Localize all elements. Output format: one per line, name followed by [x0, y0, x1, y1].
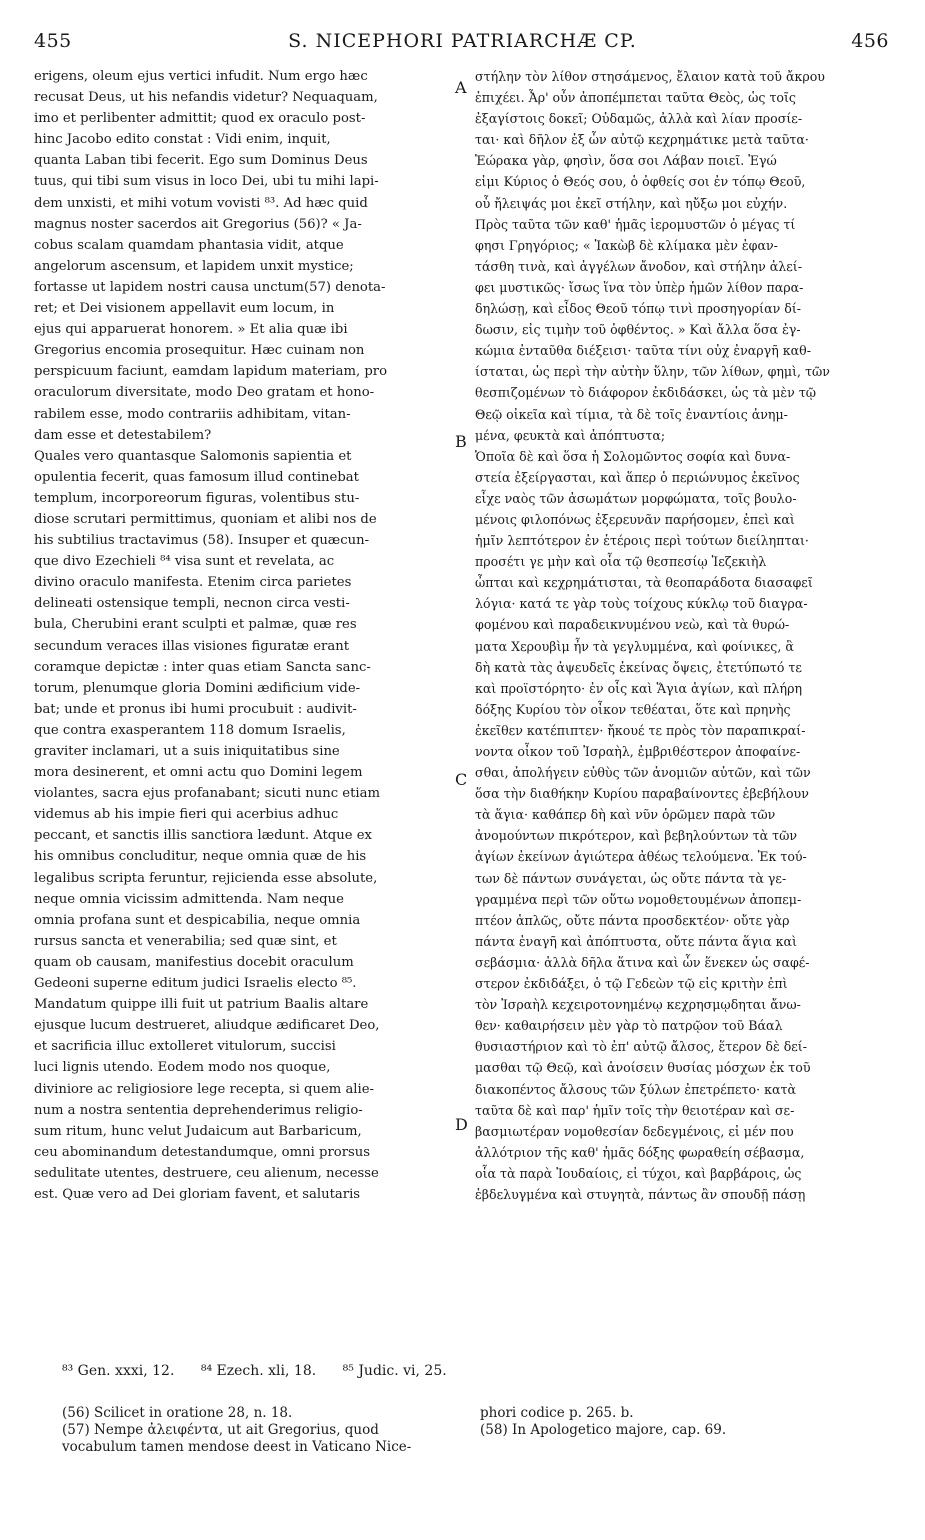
greek-text-line: στερον ἐκδιδάξει, ὁ τῷ Γεδεὼν τῷ εἰς κριτὴν ἐπὶ [475, 976, 788, 992]
latin-text-line: peccant, et sanctis illis sanctiora lædunt. Atque ex [34, 828, 372, 844]
latin-text-line: dam esse et detestabilem? [34, 427, 212, 443]
greek-text-line: γραμμένα περὶ τῶν οὕτω νομοθετουμένων ἀποπεμ- [475, 891, 802, 907]
margin-letter-c: C [455, 770, 468, 789]
latin-text-line: magnus noster sacerdos ait Gregorius (56)? « Ja- [34, 216, 362, 232]
greek-text-line: ἀνομούντων πικρότερον, καὶ βεβηλούντων τὰ τῶν [475, 828, 798, 844]
latin-text-line: Quales vero quantasque Salomonis sapientia et [34, 448, 352, 464]
latin-text-line: diose scrutari permittimus, quoniam et alibi nos de [34, 511, 377, 527]
latin-text-line: omnia profana sunt et despicabilia, neque omnia [34, 912, 361, 928]
latin-text-line: luci lignis utendo. Eodem modo nos quoque, [34, 1060, 331, 1076]
greek-text-line: δωσιν, εἰς τιμὴν τοῦ ὀφθέντος. » Καὶ ἄλλα ὅσα ἐγ- [475, 322, 801, 338]
greek-text-line: Θεῷ οἰκεῖα καὶ τίμια, τὰ δὲ τοῖς ἐναντίοις ἀνημ- [475, 406, 788, 422]
greek-text-line: μασθαι τῷ Θεῷ, καὶ ἀνοίσειν θυσίας μόσχων ἐκ τοῦ [475, 1060, 811, 1076]
latin-text-line: Gregorius encomia prosequitur. Hæc cuinam non [34, 343, 365, 359]
footnote-line: (56) Scilicet in oratione 28, n. 18. [62, 1405, 293, 1421]
footnotes-left [62, 1405, 462, 1456]
greek-text-line: θεσπιζομένων τὸ διάφορον ἐκδιδάσκει, ὡς τὰ μὲν τῷ [475, 385, 817, 401]
latin-text-line: hinc Jacobo edito constat : Vidi enim, inquit, [34, 132, 331, 148]
latin-text-line: angelorum ascensum, et lapidem unxit mystice; [34, 258, 354, 274]
margin-letter-a: A [455, 78, 467, 97]
greek-text-line: σθαι, ἀπολήγειν εὐθὺς τῶν ἀνομιῶν αὐτῶν, καὶ τῶν [475, 765, 811, 781]
latin-text-line: et sacrificia illuc extolleret vitulorum, succisi [34, 1039, 336, 1055]
greek-text-line: Ὁποῖα δὲ καὶ ὅσα ἡ Σολομῶντος σοφία καὶ δυνα- [475, 448, 791, 464]
latin-text-line: oraculorum diversitate, modo Deo gratam et hono- [34, 385, 375, 401]
latin-text-line: est. Quæ vero ad Dei gloriam favent, et salutaris [34, 1186, 361, 1202]
greek-text-line: δὴ κατὰ τὰς ἀψευδεῖς ἐκείνας ὄψεις, ἐτετύπωτό τε [475, 659, 802, 675]
greek-text-line: ταῦτα δὲ καὶ παρ' ἡμῖν τοῖς τὴν θειοτέραν καὶ σε- [475, 1102, 795, 1118]
footnote-line: vocabulum tamen mendose deest in Vaticano Nice- [62, 1439, 412, 1455]
greek-text-line: Ἑώρακα γὰρ, φησὶν, ὅσα σοι Λάβαν ποιεῖ. Ἐγώ [475, 153, 777, 169]
latin-text-line: bula, Cherubini erant sculpti et palmæ, quæ res [34, 617, 357, 633]
latin-text-line: violantes, sacra ejus profanabant; sicuti nunc etiam [34, 786, 380, 802]
greek-text-line: πάντα ἐναγῆ καὶ ἀπόπτυστα, οὔτε πάντα ἅγια καὶ [475, 933, 797, 949]
margin-letter-d: D [455, 1115, 468, 1134]
greek-text-line: λόγια· κατά τε γὰρ τοὺς τοίχους κύκλῳ τοῦ διαγρα- [475, 596, 808, 612]
greek-text-line: νοντα οἶκον τοῦ Ἰσραὴλ, ἐμβριθέστερον ἀποφαίνε- [475, 744, 801, 759]
greek-text-line: δηλώσῃ, καὶ εἶδος Θεοῦ τόπῳ τινὶ προσηγορίαν δί- [475, 301, 802, 317]
running-header [0, 30, 925, 62]
greek-text-line: των δὲ πάντων συνάγεται, ὡς οὔτε πάντα τὰ γε- [475, 870, 787, 886]
latin-text-line: rabilem esse, modo contrariis adhibitam, vitan- [34, 406, 351, 422]
footnote-line: phori codice p. 265. b. [480, 1405, 634, 1421]
latin-text-line: opulentia fecerit, quas famosum illud continebat [34, 469, 359, 485]
greek-text-line: πτέον ἁπλῶς, οὔτε πάντα προσδεκτέον· οὔτε γὰρ [475, 912, 790, 928]
margin-letter-b: B [455, 432, 467, 451]
greek-text-line: ἡμῖν λεπτότερον ἐν ἑτέροις περὶ τούτων διείληπται· [475, 533, 809, 549]
latin-text-line: rursus sancta et venerabilia; sed quæ sint, et [34, 933, 337, 949]
greek-text-line: φησι Γρηγόριος; « Ἰακὼβ δὲ κλίμακα μὲν ἐφαν- [475, 237, 778, 253]
latin-text-line: divino oraculo manifesta. Etenim circa parietes [34, 575, 352, 591]
greek-text-line: ἐκεῖθεν κατέπιπτεν· ἤκουέ τε πρὸς τὸν παραπικραί- [475, 722, 806, 738]
latin-text-line: cobus scalam quamdam phantasia vidit, atque [34, 237, 344, 253]
latin-text-line: erigens, oleum ejus vertici infudit. Num ergo hæc [34, 69, 368, 84]
footnote-line: (58) In Apologetico majore, cap. 69. [480, 1422, 727, 1438]
latin-text-line: bat; unde et pronus ibi humi procubuit : audivit- [34, 701, 357, 717]
latin-text-line: num a nostra sententia deprehenderimus religio- [34, 1102, 363, 1118]
latin-text-line: que divo Ezechieli ⁸⁴ visa sunt et revelata, ac [34, 554, 335, 570]
latin-text-line: Mandatum quippe illi fuit ut patrium Baalis altare [34, 997, 369, 1013]
greek-text-line: θεν· καθαιρήσειν μὲν γὰρ τὸ πατρῷον τοῦ Βάαλ [475, 1018, 783, 1034]
greek-text-line: κώμια ἐνταῦθα διέξεισι· ταῦτα τίνι οὐχ ἐναργῆ καθ- [475, 343, 811, 359]
latin-text-line: imo et perlibenter admittit; quod ex oraculo post- [34, 111, 366, 127]
latin-text-line: videmus ab his impie fieri qui acerbius adhuc [34, 807, 339, 823]
latin-text-line: recusat Deus, ut his nefandis videtur? Nequaquam, [34, 90, 378, 106]
latin-text-line: tuus, qui tibi sum visus in loco Dei, ubi tu mihi lapi- [34, 174, 379, 190]
greek-text-line: τάσθη τινὰ, καὶ ἀγγέλων ἄνοδον, καὶ στήλην ἀλεί- [475, 258, 802, 274]
latin-text-line: diviniore ac religiosiore lege recepta, si quem alie- [34, 1081, 375, 1097]
greek-text-line: εἰμι Κύριος ὁ Θεός σου, ὁ ὀφθείς σοι ἐν τόπῳ Θεοῦ, [475, 174, 806, 190]
greek-text-line: φομένου καὶ παραδεικνυμένου νεὼ, καὶ τὰ θυρώ- [475, 617, 790, 633]
page-number-right: 456 [851, 30, 889, 52]
latin-text-line: delineati ostensique templi, necnon circa vesti- [34, 596, 350, 612]
greek-text-line: ἐξαγίστοις δοκεῖ; Οὐδαμῶς, ἀλλὰ καὶ λίαν προσίε- [475, 111, 803, 127]
greek-text-line: οὗ ἤλειψάς μοι ἐκεῖ στήλην, καὶ ηὔξω μοι εὐχήν. [475, 195, 788, 211]
greek-text-line: Πρὸς ταῦτα τῶν καθ' ἡμᾶς ἱερομυστῶν ὁ μέγας τί [475, 216, 796, 232]
latin-column [34, 66, 454, 1205]
latin-text-line: neque omnia vicissim admittenda. Nam neque [34, 891, 344, 907]
latin-text-line: legalibus scripta feruntur, rejicienda esse absolute, [34, 870, 378, 886]
latin-text-line: dem unxisti, et mihi votum vovisti ⁸³. Ad hæc quid [34, 195, 368, 211]
footnote-line: (57) Nempe ἀλειφέντα, ut ait Gregorius, quod [62, 1422, 379, 1438]
latin-text-line: coramque depictæ : inter quas etiam Sancta sanc- [34, 659, 371, 675]
greek-text-line: καὶ προϊστόρητο· ἐν οἷς καὶ Ἅγια ἁγίων, καὶ πλήρη [475, 680, 803, 696]
greek-text-line: στήλην τὸν λίθον στησάμενος, ἔλαιον κατὰ τοῦ ἄκρου [475, 69, 825, 84]
greek-text-line: τὰ ἅγια· καθάπερ δὴ καὶ νῦν ὁρῶμεν παρὰ τῶν [475, 807, 776, 823]
latin-text-line: ejus qui apparuerat honorem. » Et alia quæ ibi [34, 322, 348, 338]
greek-text-line: ται· καὶ δῆλον ἐξ ὧν αὐτῷ κεχρημάτικε μετὰ ταῦτα· [475, 132, 809, 148]
latin-text-line: fortasse ut lapidem nostri causa unctum(57) denota- [34, 279, 386, 295]
latin-text-line: ejusque lucum destrueret, aliudque ædificaret Deo, [34, 1018, 380, 1034]
greek-text-line: ἁγίων ἐκείνων ἁγιώτερα ἀθέως τελούμενα. Ἐκ τού- [475, 849, 807, 865]
latin-text-line: ceu abominandum detestandumque, omni prorsus [34, 1144, 371, 1160]
greek-text-line: οἷα τὰ παρὰ Ἰουδαίοις, εἰ τύχοι, καὶ βαρβάροις, ὡς [475, 1165, 802, 1181]
greek-text-line: ἐβδελυγμένα καὶ στυγητὰ, πάντως ἂν σπουδῇ πάσῃ [475, 1186, 806, 1202]
greek-text-line: προσέτι γε μὴν καὶ οἷα τῷ θεσπεσίῳ Ἰεζεκιὴλ [475, 554, 767, 570]
scripture-note: ⁸⁵ Judic. vi, 25. [342, 1363, 447, 1379]
scripture-references [62, 1361, 882, 1381]
greek-text-line: δόξης Κυρίου τὸν οἶκον τεθέαται, ὅτε καὶ πρηνὴς [475, 701, 791, 717]
latin-text-line: his omnibus concluditur, neque omnia quæ de his [34, 849, 367, 865]
running-title: S. NICEPHORI PATRIARCHÆ CP. [288, 30, 637, 52]
greek-text-line: ὦπται καὶ κεχρημάτισται, τὰ θεοπαράδοτα διασαφεῖ [475, 575, 813, 591]
greek-text-line: φει μυστικῶς· ἴσως ἵνα τὸν ὑπὲρ ἡμῶν λίθον παρα- [475, 279, 804, 295]
greek-text-line: εἶχε ναὸς τῶν ἀσωμάτων μορφώματα, τοῖς βουλο- [475, 490, 797, 506]
latin-text-line: torum, plenumque gloria Domini ædificium vide- [34, 680, 361, 696]
greek-text-line: θυσιαστήριον καὶ τὸ ἐπ' αὐτῷ ἄλσος, ἕτερον δὲ δεί- [475, 1039, 808, 1055]
greek-text-line: ίσταται, ὡς περὶ τὴν αὐτὴν ὕλην, τῶν λίθων, φημὶ, τῶν [475, 364, 830, 380]
scripture-note: ⁸³ Gen. xxxi, 12. [62, 1363, 175, 1379]
greek-text-line: ἀλλότριον τῆς καθ' ἡμᾶς δόξης φωραθείη σέβασμα, [475, 1144, 805, 1160]
greek-text-line: μένα, φευκτὰ καὶ ἀπόπτυστα; [475, 427, 666, 443]
footnotes-right [480, 1405, 880, 1439]
latin-text-line: mora desinerent, et omni actu quo Domini legem [34, 765, 363, 781]
latin-text-line: Gedeoni superne editum judici Israelis electo ⁸⁵. [34, 976, 357, 992]
greek-text-line: μένοις φιλοπόνως ἐξερευνᾶν παρήσομεν, ἐπεὶ καὶ [475, 511, 795, 527]
greek-text-line: διακοπέντος ἄλσους τῶν ξύλων ἐπετρέπετο· κατὰ [475, 1081, 796, 1097]
latin-text-line: quam ob causam, manifestius docebit oraculum [34, 954, 354, 970]
scripture-note: ⁸⁴ Ezech. xli, 18. [200, 1363, 317, 1379]
latin-text-line: ret; et Dei visionem appellavit eum locum, in [34, 301, 335, 317]
latin-text-line: que contra exasperantem 118 domum Israelis, [34, 722, 346, 738]
latin-text-line: perspicuum faciunt, eamdam lapidum materiam, pro [34, 364, 388, 380]
latin-text-line: templum, incorporeorum figuras, volentibus stu- [34, 490, 360, 506]
greek-text-line: στεία ἐξείργασται, καὶ ἅπερ ὁ περιώνυμος ἐκεῖνος [475, 469, 800, 485]
greek-column [475, 66, 892, 1205]
latin-text-line: sum ritum, hunc velut Judaicum aut Barbaricum, [34, 1123, 362, 1139]
latin-text-line: quanta Laban tibi fecerit. Ego sum Dominus Deus [34, 153, 368, 169]
greek-text-line: ματα Χερουβὶμ ἦν τὰ γεγλυμμένα, καὶ φοίνικες, ἃ [475, 638, 794, 654]
greek-text-line: βασμιωτέραν νομοθεσίαν δεδεγμένοις, εἰ μέν που [475, 1123, 794, 1139]
latin-text-line: sedulitate utentes, destruere, ceu alienum, necesse [34, 1165, 379, 1181]
latin-text-line: secundum veraces illas visiones figuratæ erant [34, 638, 350, 654]
greek-text-line: τὸν Ἰσραὴλ κεχειροτονημένῳ κεχρησμῳδηται ἄνω- [475, 997, 801, 1013]
latin-text-line: his subtilius tractavimus (58). Insuper et quæcun- [34, 533, 370, 549]
greek-text-line: ὅσα τὴν διαθήκην Κυρίου παραβαίνοντες ἐβεβήλουν [475, 786, 809, 802]
latin-text-line: graviter inclamari, ut a suis iniquitatibus sine [34, 744, 340, 759]
page-number-left: 455 [34, 30, 72, 52]
greek-text-line: ἐπιχέει. Ἆρ' οὖν ἀποπέμπεται ταῦτα Θεὸς, ὡς τοῖς [475, 90, 796, 106]
greek-text-line: σεβάσμια· ἀλλὰ δῆλα ἅτινα καὶ ὧν ἕνεκεν ὡς σαφέ- [475, 954, 810, 970]
